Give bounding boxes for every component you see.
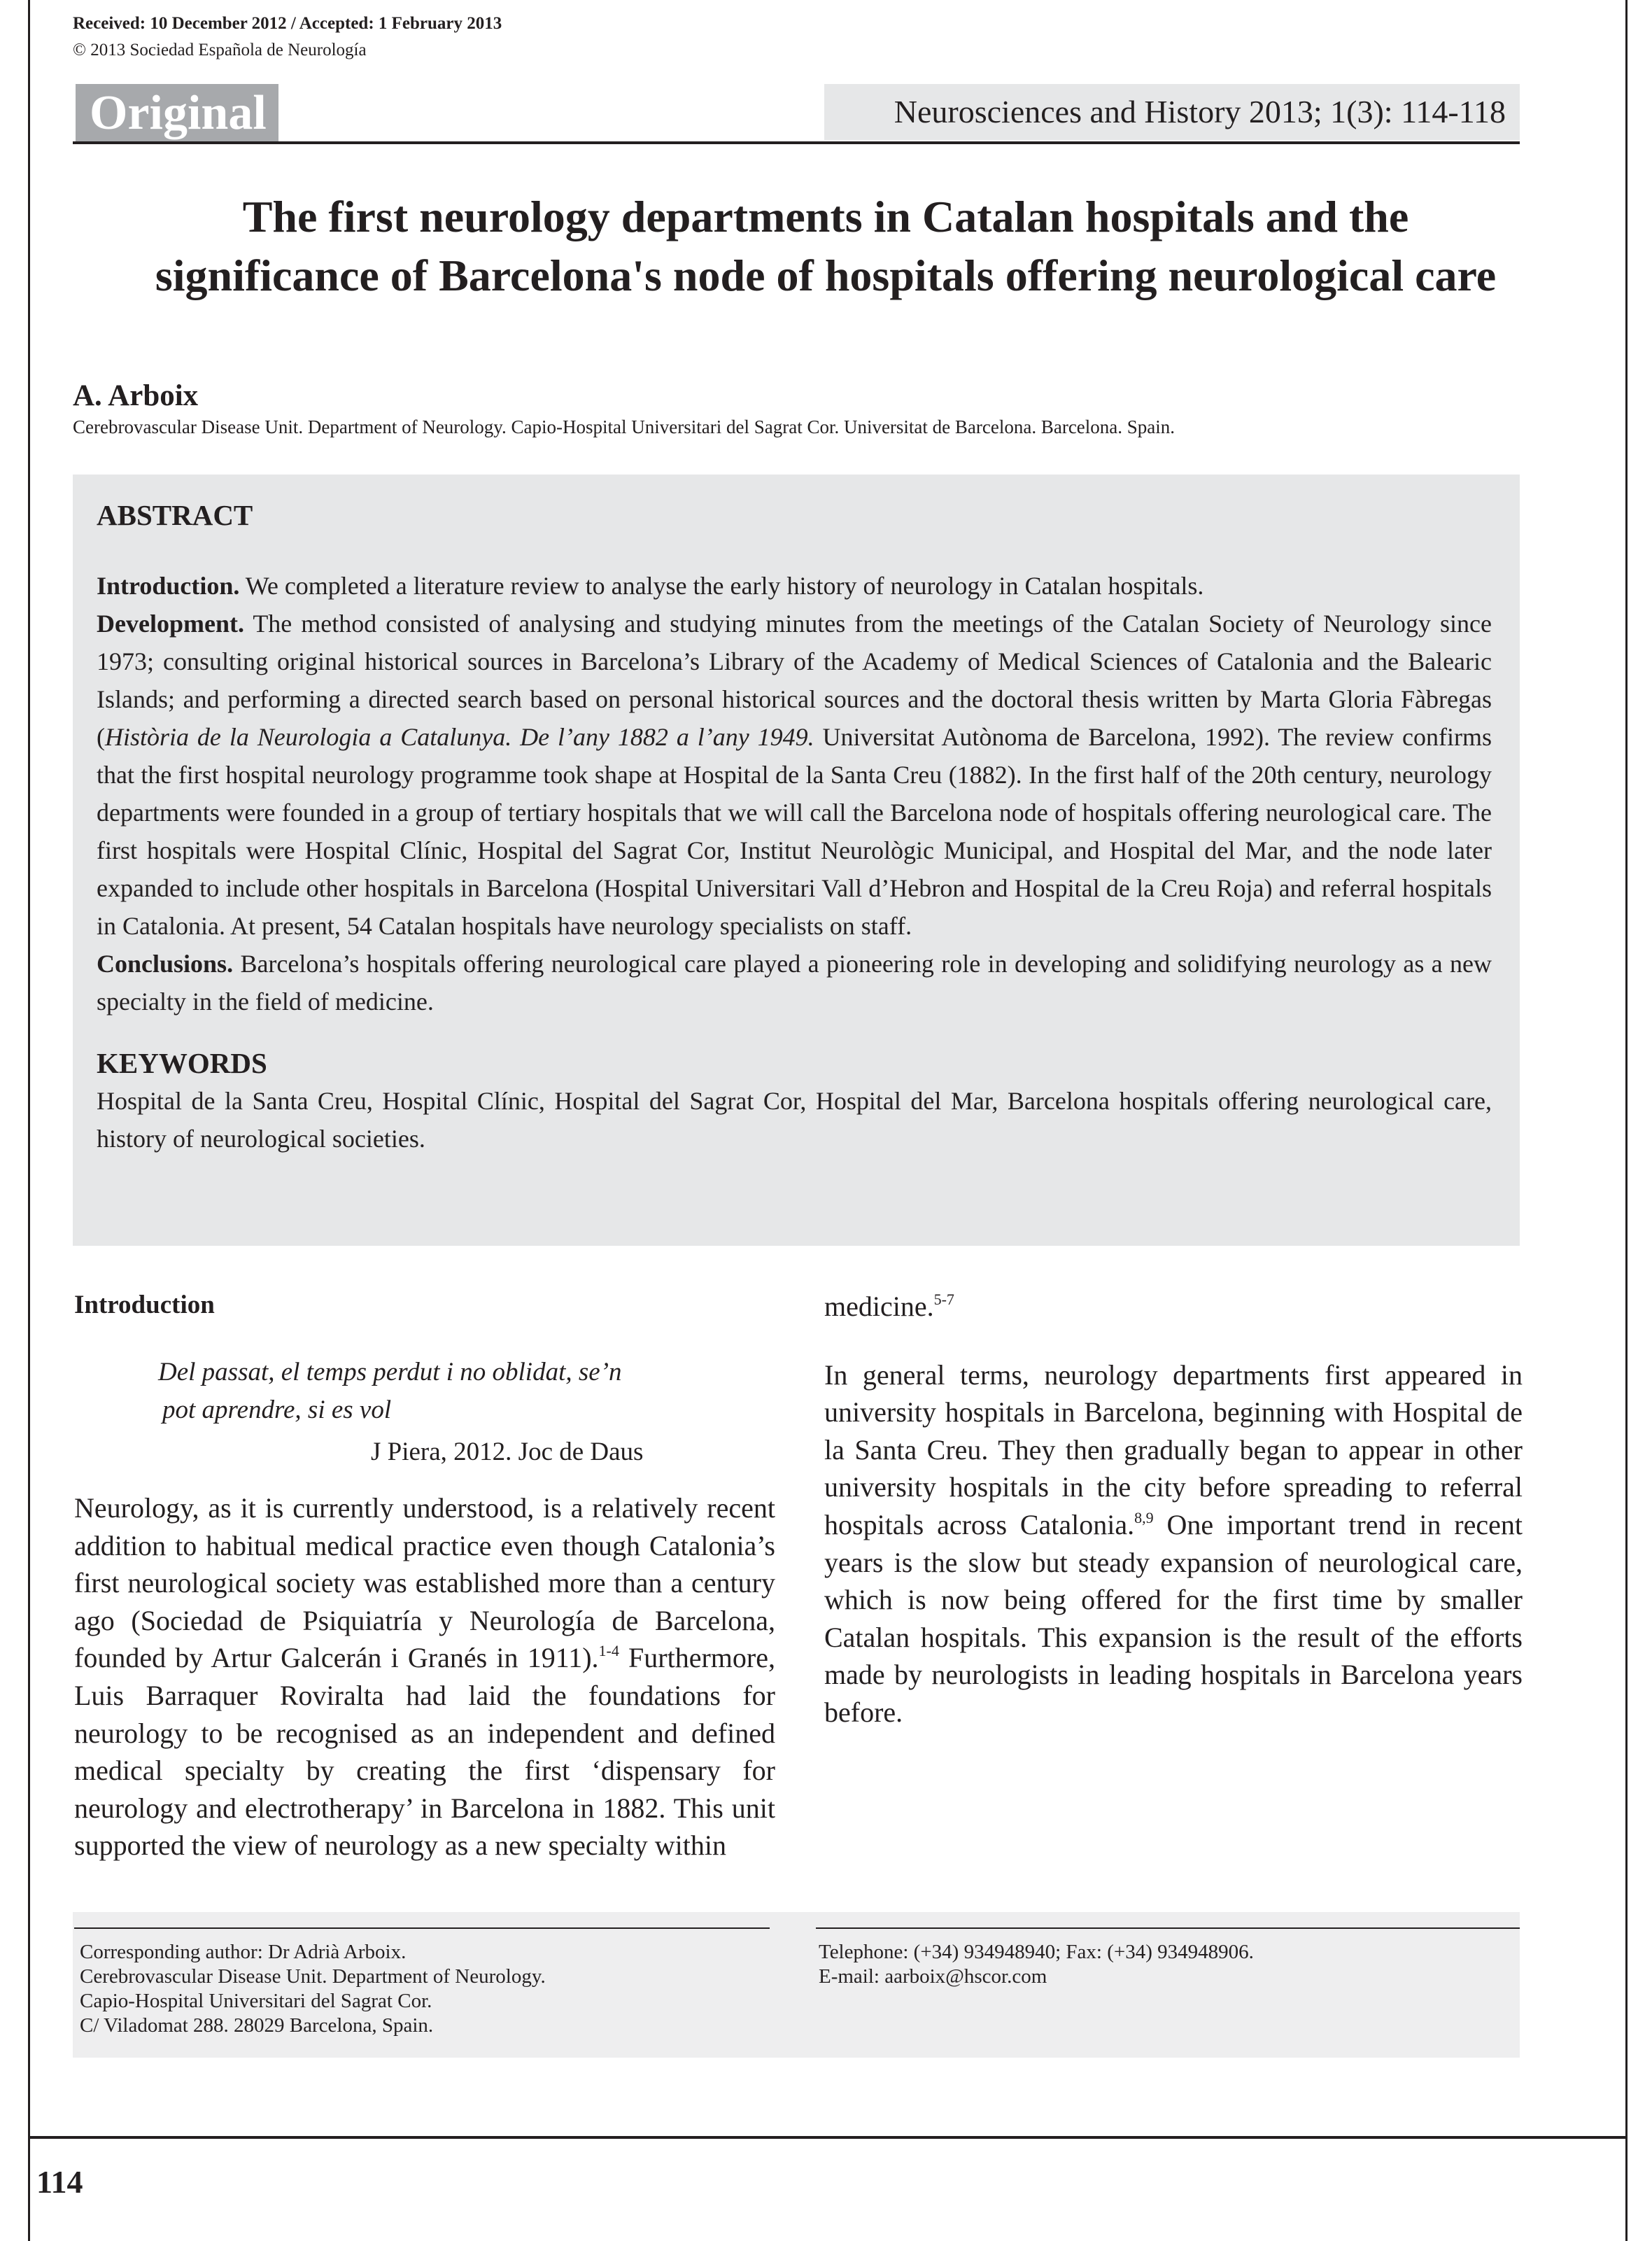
- paragraph-2-text-b: One important trend in recent years is the slow but steady expansion of neurological care, which is now being offered for the first time by smaller Catalan hospitals. This expansion is the result of the efforts made by neurologists in leading hospitals in Barcelona years before.: [824, 1508, 1523, 1728]
- corr-line-unit: Cerebrovascular Disease Unit. Department of Neurology.: [80, 1965, 546, 1988]
- author-name: A. Arboix: [73, 379, 199, 412]
- introduction-paragraph-1: [74, 1489, 775, 1864]
- epigraph-line-2: pot aprendre, si es vol: [162, 1396, 392, 1424]
- abstract-intro-text: We completed a literature review to analyse the early history of neurology in Catalan hospitals.: [239, 572, 1204, 600]
- keywords-text: Hospital de la Santa Creu, Hospital Clínic, Hospital del Sagrat Cor, Hospital del Mar, Barcelona hospitals offering neurological care, history of neurological societies.: [97, 1087, 1492, 1153]
- reference-8-9: 8,9: [1134, 1508, 1154, 1526]
- introduction-paragraph-2: [824, 1356, 1523, 1731]
- abstract-heading: ABSTRACT: [97, 499, 253, 531]
- abstract-dev-text-1: The method consisted of analysing and studying minutes from the meetings of the Catalan Society of Neurology since 1973; consulting original historical sources in Barcelona’s Library of the Academy of Medical Sciences of Catalonia and the Balearic Islands; and performing a directed search based on personal historical sources and the doctoral thesis written by Marta Gloria Fàbregas (: [97, 610, 1492, 751]
- corr-line-phone: Telephone: (+34) 934948940; Fax: (+34) 934948906.: [819, 1941, 1254, 1963]
- journal-citation: Neurosciences and History 2013; 1(3): 114-118: [824, 84, 1520, 140]
- corr-line-hospital: Capio-Hospital Universitari del Sagrat Cor.: [80, 1990, 432, 2012]
- footer-bottom-rule: [28, 2136, 1628, 2139]
- abstract-intro-label: Introduction.: [97, 572, 240, 600]
- abstract-box: [73, 475, 1520, 1246]
- copyright-notice: © 2013 Sociedad Española de Neurología: [73, 41, 367, 59]
- header-rule: [73, 141, 1520, 144]
- paragraph-2-text-a: In general terms, neurology departments first appeared in university hospitals in Barcelona, beginning with Hospital de la Santa Creu. They then gradually began to appear in other university hospitals in the city before spreading to referral hospitals across Catalonia.: [824, 1358, 1523, 1540]
- page-number: 114: [36, 2164, 83, 2200]
- received-accepted-dates: Received: 10 December 2012 / Accepted: 1 February 2013: [73, 14, 502, 33]
- abstract-text: [97, 567, 1492, 1020]
- body-column-left: [74, 1288, 775, 1864]
- abstract-dev-label: Development.: [97, 610, 244, 638]
- paragraph-1-text-b: Furthermore, Luis Barraquer Roviralta had laid the foundations for neurology to be recognised as an independent and defined medical specialty by creating the first ‘dispensary for neurology and electrotherapy’ in Barcelona in 1882. This unit supported the view of neurology as a new specialty within: [74, 1642, 775, 1862]
- paragraph-1-text-b-continued: medicine.: [824, 1291, 934, 1322]
- abstract-dev-text-2: Universitat Autònoma de Barcelona, 1992). The review confirms that the first hospital neurology programme took shape at Hospital de la Santa Creu (1882). In the first half of the 20th century, neurology departments were founded in a group of tertiary hospitals that we will call the Barcelona node of hospitals offering neurological care. The first hospitals were Hospital Clínic, Hospital del Sagrat Cor, Institut Neurològic Municipal, and Hospital del Mar, and the node later expanded to include other hospitals in Barcelona (Hospital Universitari Vall d’Hebron and Hospital de la Creu Roja) and referral hospitals in Catalonia. At present, 54 Catalan hospitals have neurology specialists on staff.: [97, 723, 1492, 940]
- paragraph-1-text-a: Neurology, as it is currently understood, is a relatively recent addition to habitual medical practice even though Catalonia’s first neurological society was established more than a century ago (Sociedad de Psiquiatría y Neurología de Barcelona, founded by Artur Galcerán i Granés in 1911).: [74, 1492, 775, 1674]
- corr-line-street: C/ Viladomat 288. 28029 Barcelona, Spain.: [80, 2014, 434, 2037]
- epigraph: [74, 1354, 775, 1429]
- keywords-heading: KEYWORDS: [97, 1047, 267, 1079]
- reference-1-4: 1-4: [598, 1642, 619, 1660]
- footer-rule-left: [74, 1927, 770, 1929]
- abstract-conc-text: Barcelona’s hospitals offering neurological care played a pioneering role in developing and solidifying neurology as a new specialty in the field of medicine.: [97, 950, 1492, 1016]
- abstract-conc-label: Conclusions.: [97, 950, 234, 978]
- abstract-dev-italic: Història de la Neurologia a Catalunya. De l’any 1882 a l’any 1949.: [105, 723, 814, 751]
- introduction-paragraph-1-continued: [824, 1288, 1523, 1326]
- article-title: The first neurology departments in Catalan hospitals and the significance of Barcelona's node of hospitals offering neurological care: [155, 192, 1497, 300]
- section-badge: Original: [76, 84, 278, 143]
- body-column-right: [824, 1288, 1523, 1731]
- corr-line-email: E-mail: aarboix@hscor.com: [819, 1965, 1047, 1988]
- epigraph-line-1: Del passat, el temps perdut i no oblidat, se’n: [158, 1358, 622, 1386]
- correspondence-address: [80, 1940, 546, 2038]
- reference-5-7-continued: 5-7: [933, 1291, 954, 1308]
- introduction-heading: Introduction: [74, 1291, 215, 1319]
- abstract-conclusions: [97, 945, 1492, 1020]
- author-affiliation: Cerebrovascular Disease Unit. Department of Neurology. Capio-Hospital Universitari del Sagrat Cor. Universitat de Barcelona. Barcelona. Spain.: [73, 416, 1176, 437]
- footer-rule-right: [816, 1927, 1520, 1929]
- correspondence-contact: [819, 1940, 1254, 1989]
- abstract-development: [97, 605, 1492, 945]
- abstract-introduction: [97, 567, 1492, 605]
- corr-line-author: Corresponding author: Dr Adrià Arboix.: [80, 1941, 407, 1963]
- epigraph-source: J Piera, 2012. Joc de Daus: [371, 1438, 644, 1466]
